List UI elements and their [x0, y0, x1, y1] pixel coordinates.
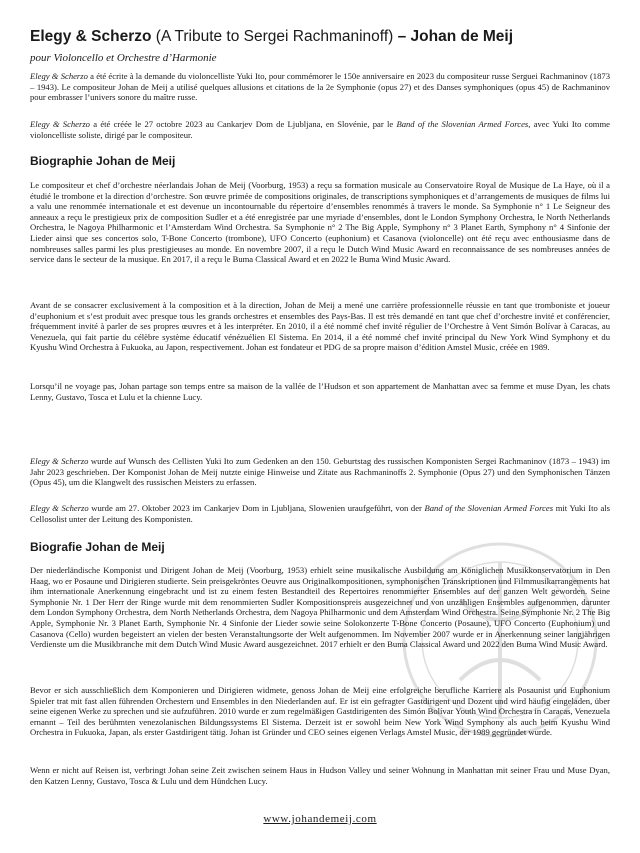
french-bio-paragraph-2: Avant de se consacrer exclusivement à la composition et à la direction, Johan de Meij a mené une carrière professionnelle réussie en tant que tromboniste et joueur d’euphonium et s’est produit avec presque tous les grands orchestres et ensembles des Pays-Bas. Il est très demandé en tant que chef d’orchestre invité et conférencier, fréquemment invité à parler de ses propres œuvres et à les interpréter. En 2010, il a été nommé chef invité régulier de l’Orchestre à Vent Simón Bolívar à Caracas, au Venezuela, qui fait partie du célèbre système éducatif vénézuélien El Sistema. En 2014, il a été nommé chef invité principal du New York Wind Symphony et du Kyushu Wind Orchestra à Fukuoka, au Japon, respectivement. Johan est fondateur et PDG de sa propre maison d’édition Amstel Music, créée en 1989. — [30, 300, 610, 353]
german-premiere — [30, 503, 610, 524]
german-bio-paragraph-3: Wenn er nicht auf Reisen ist, verbringt Johan seine Zeit zwischen seinem Haus in Hudson Valley und seiner Wohnung in Manhattan mit seiner Frau und Muse Dyan, den Katzen Lenny, Gustavo, Tosca & Lulu und dem Hündchen Lucy. — [30, 765, 610, 786]
french-bio-paragraph-1: Le compositeur et chef d’orchestre néerlandais Johan de Meij (Voorburg, 1953) a reçu sa formation musicale au Conservatoire Royal de Musique de La Haye, où il a étudié le trombone et la direction d’orchestre. Son œuvre primée de compositions originales, de transcriptions symphoniques et d’arrangements de musiques de films lui a valu une renommée internationale et est devenue un incontournable du répertoire d’ensembles renommés à travers le monde. Sa Symphonie n° 1 Le Seigneur des anneaux a reçu le prestigieux prix de composition Sudler et a été enregistrée par une myriade d’ensembles, dont le London Symphony Orchestra, le North Netherlands Orchestra, le Nagoya Philharmonic et l’Amsterdam Wind Orchestra. Sa Symphonie n° 2 The Big Apple, Symphony n° 3 Planet Earth, Symphony n° 4 Sinfonie der Lieder ainsi que ses concertos solo, T-Bone Concerto (trombone), UFO Concerto (euphonium) et Casanova (violoncelle) ont été reçu avec enthousiasme dans de nombreuses salles parmi les plus prestigieuses au monde. En novembre 2007, il a reçu le Dutch Wind Music Award en reconnaissance de ses nombreuses années de service dans le secteur de la musique. En 2017, il a reçu le Buma Classical Award et en 2022 le Buma Wind Music Award. — [30, 180, 610, 265]
french-bio-paragraph-3: Lorsqu’il ne voyage pas, Johan partage son temps entre sa maison de la vallée de l’Hudson et son appartement de Manhattan avec sa femme et muse Dyan, les chats Lenny, Gustavo, Tosca et Lulu et la chienne Lucy. — [30, 381, 610, 402]
french-premiere-tail: , avec Yuki Ito comme violoncelliste soliste, dirigé par le compositeur. — [30, 119, 610, 140]
title-tribute: (A Tribute to Sergei Rachmaninoff) — [155, 28, 394, 45]
german-intro — [30, 456, 610, 488]
german-bio-paragraph-1: Der niederländische Komponist und Dirigent Johan de Meij (Voorburg, 1953) erhielt seine musikalische Ausbildung am Königlichen Musikkonservatorium in Den Haag, wo er Posaune und Dirigieren studierte. Sein preisgekröntes Oeuvre aus Originalkompositionen, symphonischen Transkriptionen und Filmmusikarrangements hat ihm internationale Anerkennung eingebracht und ist zu einem festen Bestandteil des Repertoires renommierter Ensembles auf der ganzen Welt geworden. Seine Symphonie Nr. 1 Der Herr der Ringe wurde mit dem renommierten Sudler Kompositionspreis ausgezeichnet und von unzähligen Ensembles aufgenommen, darunter dem London Symphony Orchestra, dem North Netherlands Orchestra, dem Nagoya Philharmonic und dem Amsterdam Wind Orchestra. Seine Symphonie Nr. 2 The Big Apple, Symphonie Nr. 3 Planet Earth, Symphonie Nr. 4 Sinfonie der Lieder sowie seine Solokonzerte T-Bone Concerto (Posaune), UFO Concerto (Euphonium) und Casanova (Cello) wurden begeistert an vielen der besten Veranstaltungsorte der Welt aufgenommen. Im November 2007 wurde er in Anerkennung seiner langjährigen Verdienste um die Musikbranche mit dem Dutch Wind Music Award ausgezeichnet. 2017 erhielt er den Buma Classical Award und 2022 den Buma Wind Music Award. — [30, 565, 610, 650]
german-premiere-tail: mit Yuki Ito als Cellosolist unter der Leitung des Komponisten. — [30, 503, 610, 524]
german-bio-paragraph-2: Bevor er sich ausschließlich dem Komponieren und Dirigieren widmete, genoss Johan de Meij eine erfolgreiche berufliche Karriere als Posaunist und Euphonium Spieler trat mit fast allen führenden Orchestern und Ensembles in den Niederlanden auf. Er ist ein gefragter Gastdirigent und Dozent und wird häufig eingeladen, über seine eigenen Werke zu sprechen und sie aufzuführen. 2010 wurde er zum regelmäßigen Gastdirigenten des Simón Bolívar Youth Wind Orchestra in Caracas, Venezuela ernannt – Teil des berühmten venezolanischen Bildungssystems El Sistema. Derzeit ist er sowohl beim New York Wind Symphony als auch beim Kyushu Wind Orchestra in Fukuoka, Japan, als erster Gastdirigent tätig. Johan ist Gründer und CEO seines eigenen Verlags Amstel Music, der 1989 gegründet wurde. — [30, 685, 610, 738]
french-premiere — [30, 119, 610, 140]
band-name: Band of the Slovenian Armed Forces — [396, 119, 529, 129]
work-name: Elegy & Scherzo — [30, 71, 88, 81]
footer — [0, 813, 640, 825]
work-name: Elegy & Scherzo — [30, 119, 90, 129]
french-intro — [30, 71, 610, 103]
band-name: Band of the Slovenian Armed Forces — [424, 503, 554, 513]
french-intro-text: a été écrite à la demande du violoncelliste Yuki Ito, pour commémorer le 150e anniversaire en 2023 du compositeur russe Serguei Rachmaninov (1873 – 1943). Le compositeur Johan de Meij a utilisé quelques allusions et citations de la 2e Symphonie (opus 27) et des Danses symphoniques (opus 45) de Rachmaninov pour embrasser l’univers sonore du maître russe. — [30, 71, 610, 103]
work-name: Elegy & Scherzo — [30, 503, 89, 513]
german-intro-text: wurde auf Wunsch des Cellisten Yuki Ito zum Gedenken an den 150. Geburtstag des russischen Komponisten Sergei Rachmaninov (1873 – 1943) im Jahr 2023 geschrieben. Der Komponist Johan de Meij nutzte einige Hinweise und Zitate aus Rachmaninoffs 2. Symphonie (Opus 27) und den Symphonischen Tänzen (Opus 45), um die Klangwelt des russischen Meisters zu erfassen. — [30, 456, 610, 488]
title-work: Elegy & Scherzo — [30, 28, 152, 45]
french-bio-heading: Biographie Johan de Meij — [30, 154, 176, 168]
german-bio-heading: Biografie Johan de Meij — [30, 540, 165, 554]
german-premiere-text: wurde am 27. Oktober 2023 im Cankarjev Dom in Ljubljana, Slowenien uraufgeführt, von der — [88, 503, 425, 513]
document-subtitle: pour Violoncello et Orchestre d’Harmonie — [30, 52, 217, 64]
title-dash: – — [393, 28, 411, 45]
title-author: Johan de Meij — [410, 28, 514, 45]
french-premiere-text: a été créée le 27 octobre 2023 au Cankarjev Dom de Ljubljana, en Slovénie, par le — [89, 119, 397, 129]
website-link[interactable]: www.johandemeij.com — [263, 813, 377, 825]
document-title — [30, 28, 620, 46]
work-name: Elegy & Scherzo — [30, 456, 89, 466]
